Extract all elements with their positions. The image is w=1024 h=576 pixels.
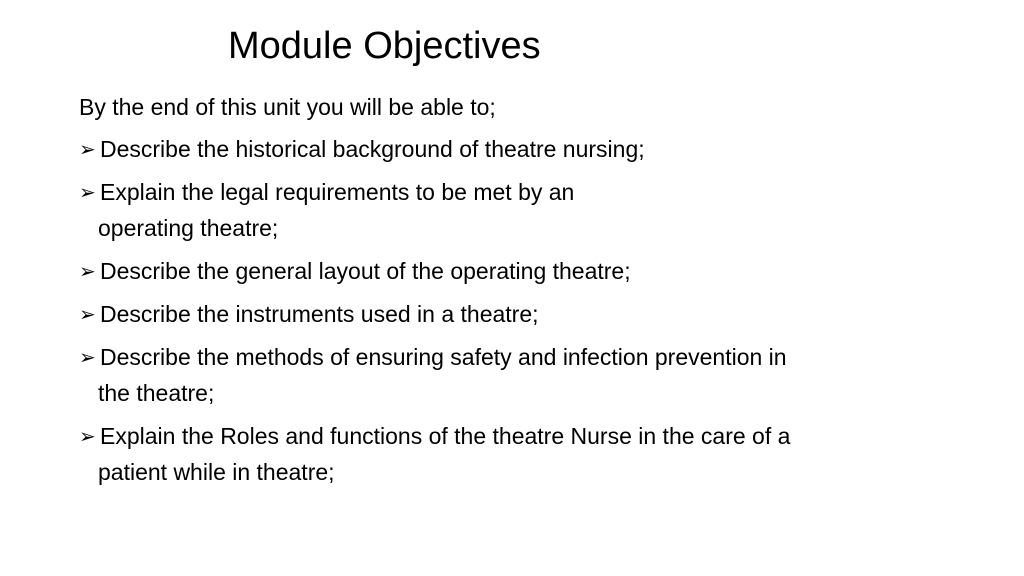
arrow-bullet-icon: ➢ [79,180,96,204]
objective-bullet [79,174,959,246]
bullet-text: Describe the methods of ensuring safety and infection prevention in [100,344,787,370]
intro-text: By the end of this unit you will be able to; [79,94,496,120]
arrow-bullet-icon: ➢ [79,345,96,369]
bullet-text: Explain the legal requirements to be met by an [100,179,575,205]
slide-title: Module Objectives [228,25,541,67]
arrow-bullet-icon: ➢ [79,302,96,326]
bullet-text-continuation: patient while in theatre; [98,459,335,485]
arrow-bullet-icon: ➢ [79,137,96,161]
objective-bullet [79,253,959,289]
arrow-bullet-icon: ➢ [79,424,96,448]
bullet-text: Explain the Roles and functions of the theatre Nurse in the care of a [100,423,791,449]
objective-bullet [79,131,959,167]
objective-bullet [79,296,959,332]
bullet-text-continuation: operating theatre; [98,215,279,241]
objective-bullet [79,418,959,490]
objective-bullet [79,339,959,411]
bullet-text: Describe the general layout of the operating theatre; [100,258,631,284]
bullet-text: Describe the instruments used in a theatre; [100,301,539,327]
bullet-text-continuation: the theatre; [98,380,215,406]
arrow-bullet-icon: ➢ [79,259,96,283]
bullet-text: Describe the historical background of theatre nursing; [100,136,645,162]
